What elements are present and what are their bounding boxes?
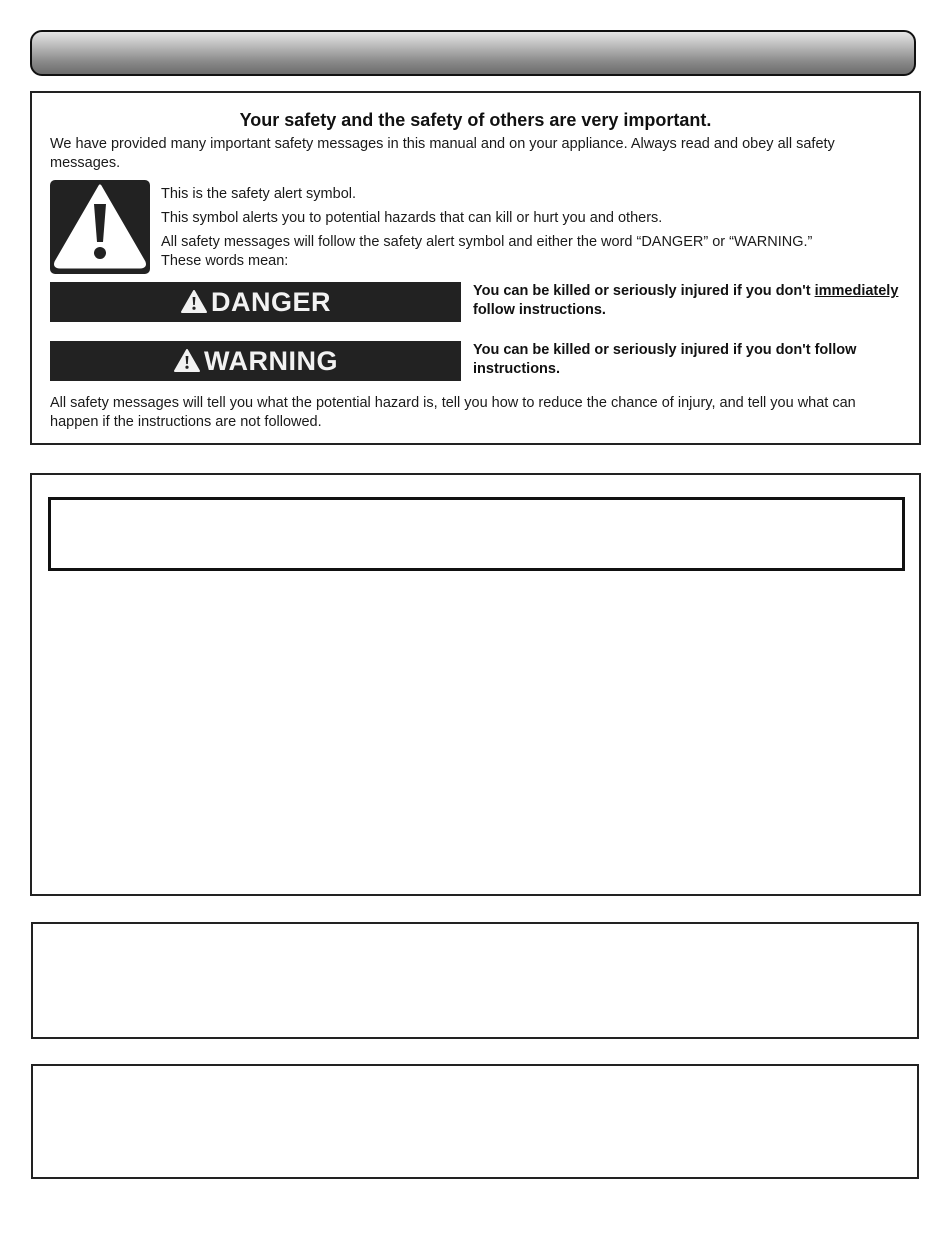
safety-message-box <box>30 91 921 445</box>
section-header-bar <box>30 30 916 76</box>
safety-alert-triangle-icon <box>50 180 150 274</box>
warning-label: WARNING <box>204 345 338 376</box>
alert-triangle-icon <box>180 289 208 315</box>
empty-content-box <box>31 1064 919 1179</box>
danger-label: DANGER <box>210 286 331 317</box>
danger-banner <box>50 282 461 322</box>
emphasis-word: immediately <box>814 283 899 299</box>
empty-content-box <box>31 922 919 1039</box>
symbol-description-line: These words mean: <box>161 253 289 269</box>
symbol-description-line: All safety messages will follow the safety alert symbol and either the word “DANGER” or “WARNING.” <box>161 234 813 250</box>
warning-banner <box>50 341 461 381</box>
empty-content-box <box>30 473 921 896</box>
warning-description: You can be killed or seriously injured if you don't follow instructions. <box>473 342 857 377</box>
safety-intro-text: We have provided many important safety messages in this manual and on your appliance. Always read and obey all safety messages. <box>50 136 835 171</box>
symbol-description-line: This is the safety alert symbol. <box>161 186 357 202</box>
danger-description: You can be killed or seriously injured if you don't immediately follow instructions. <box>473 283 899 318</box>
safety-heading: Your safety and the safety of others are very important. <box>239 110 712 130</box>
empty-inner-box <box>48 497 905 571</box>
alert-triangle-icon <box>173 348 201 374</box>
safety-outro-text: All safety messages will tell you what the potential hazard is, tell you how to reduce the chance of injury, and tell you what can happen if the instructions are not followed. <box>50 395 856 430</box>
symbol-description-line: This symbol alerts you to potential hazards that can kill or hurt you and others. <box>161 210 663 226</box>
